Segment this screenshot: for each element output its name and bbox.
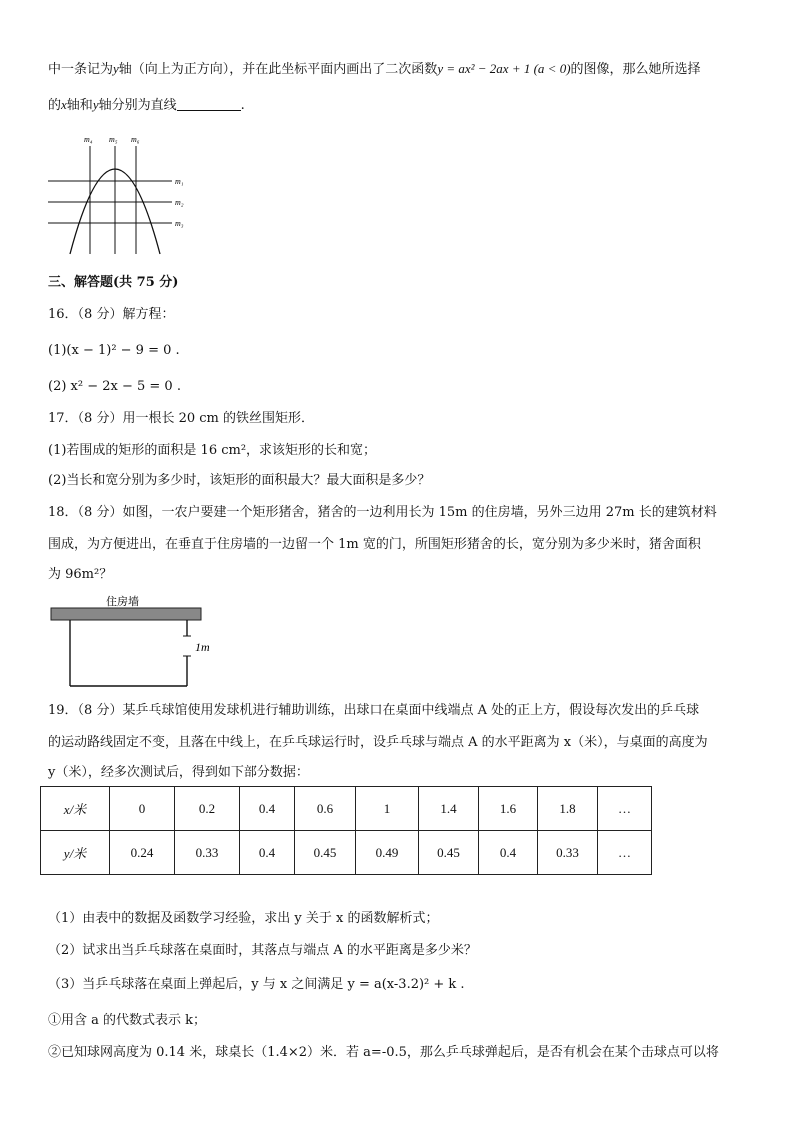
table-cell: 1.6: [479, 787, 538, 831]
q16-part2: (2) x² − 2x − 5 = 0 .: [48, 379, 181, 394]
q18-line-1: 18．（8 分）如图，一农户要建一个矩形猪舍，猪舍的一边利用长为 15m 的住房墙，另外三边用 27m 长的建筑材料: [48, 505, 717, 520]
intro-end: .: [240, 98, 245, 113]
parabola-grid-figure: [44, 132, 204, 258]
q19-sub-3a: ①用含 a 的代数式表示 k；: [48, 1013, 207, 1028]
table-cell: 0.4: [479, 831, 538, 875]
intro-text-b: 轴（向上为正方向），并在此坐标平面内画出了二次函数: [118, 62, 438, 77]
intro-text-c: 的图像，那么她所选择: [570, 62, 701, 77]
x-var: x: [61, 97, 67, 112]
label-m1: m₁: [175, 177, 184, 186]
q16-part1: (1)(x − 1)² − 9 = 0 .: [48, 343, 180, 358]
door-label: 1m: [195, 640, 210, 654]
q19-sub-1: （1）由表中的数据及函数学习经验，求出 y 关于 x 的函数解析式；: [48, 911, 439, 926]
table-cell: 0.45: [295, 831, 356, 875]
label-m5: m₅: [109, 135, 118, 144]
table-cell: 0.4: [240, 831, 295, 875]
intro-line-1: [48, 60, 701, 79]
q16-stem: 16．（8 分）解方程：: [48, 307, 175, 322]
intro-text-a: 中一条记为: [48, 62, 114, 77]
table-cell: 1: [356, 787, 419, 831]
wall-label: 住房墙: [106, 595, 139, 608]
q19-line-3: y（米），经多次测试后，得到如下部分数据：: [48, 765, 309, 780]
table-cell: 0.4: [240, 787, 295, 831]
x-header: x/米: [41, 787, 110, 831]
label-m4: m₄: [84, 135, 93, 144]
table-row: [41, 787, 652, 831]
table-cell: 0.45: [419, 831, 479, 875]
q17-stem: 17．（8 分）用一根长 20 cm 的铁丝围矩形．: [48, 411, 314, 426]
table-row: [41, 831, 652, 875]
q17-part1: (1)若围成的矩形的面积是 16 cm²，求该矩形的长和宽；: [48, 443, 377, 458]
q19-line-2: 的运动路线固定不变，且落在中线上，在乒乓球运行时，设乒乓球与端点 A 的水平距离为 x（米），与桌面的高度为: [48, 735, 708, 750]
table-cell: 0.2: [175, 787, 240, 831]
q18-line-3: 为 96m²？: [48, 567, 113, 582]
label-m2: m₂: [175, 198, 184, 207]
table-cell: …: [598, 831, 652, 875]
answer-blank[interactable]: [177, 96, 241, 111]
pig-pen-figure: [48, 592, 228, 692]
q17-part2: (2)当长和宽分别为多少时，该矩形的面积最大？最大面积是多少？: [48, 473, 431, 488]
table-cell: 0: [110, 787, 175, 831]
data-table: [40, 786, 652, 875]
table-cell: 0.24: [110, 831, 175, 875]
q19-sub-2: （2）试求出当乒乓球落在桌面时，其落点与端点 A 的水平距离是多少米？: [48, 943, 477, 958]
label-m3: m₃: [175, 219, 184, 228]
table-cell: 1.4: [419, 787, 479, 831]
table-cell: 0.33: [538, 831, 598, 875]
q19-sub-3: （3）当乒乓球落在桌面上弹起后，y 与 x 之间满足 y = a(x-3.2)² + k .: [48, 977, 465, 992]
intro-text-f: 轴分别为直线: [98, 98, 177, 113]
q18-line-2: 围成，为方便进出，在垂直于住房墙的一边留一个 1m 宽的门，所围矩形猪舍的长，宽分别为多少米时，猪舍面积: [48, 537, 701, 552]
q19-line-1: 19．（8 分）某乒乓球馆使用发球机进行辅助训练，出球口在桌面中线端点 A 处的正上方，假设每次发出的乒乓球: [48, 703, 700, 718]
y-var: y: [113, 61, 119, 76]
intro-line-2: [48, 96, 245, 115]
table-cell: 0.33: [175, 831, 240, 875]
house-wall: [51, 608, 201, 620]
section-title: 三、解答题(共 75 分): [48, 275, 179, 290]
table-cell: …: [598, 787, 652, 831]
intro-text-e: 轴和: [66, 98, 93, 113]
table-cell: 1.8: [538, 787, 598, 831]
intro-text-d: 的: [48, 98, 62, 113]
y-var-2: y: [92, 97, 99, 112]
table-cell: 0.49: [356, 831, 419, 875]
y-header: y/米: [41, 831, 110, 875]
q19-sub-3b: ②已知球网高度为 0.14 米，球桌长（1.4×2）米．若 a=-0.5，那么乒乓球弹起后，是否有机会在某个击球点可以将: [48, 1045, 719, 1060]
label-m6: m₆: [131, 135, 140, 144]
table-cell: 0.6: [295, 787, 356, 831]
quadratic-function: y = ax² − 2ax + 1 (a < 0): [437, 61, 571, 76]
